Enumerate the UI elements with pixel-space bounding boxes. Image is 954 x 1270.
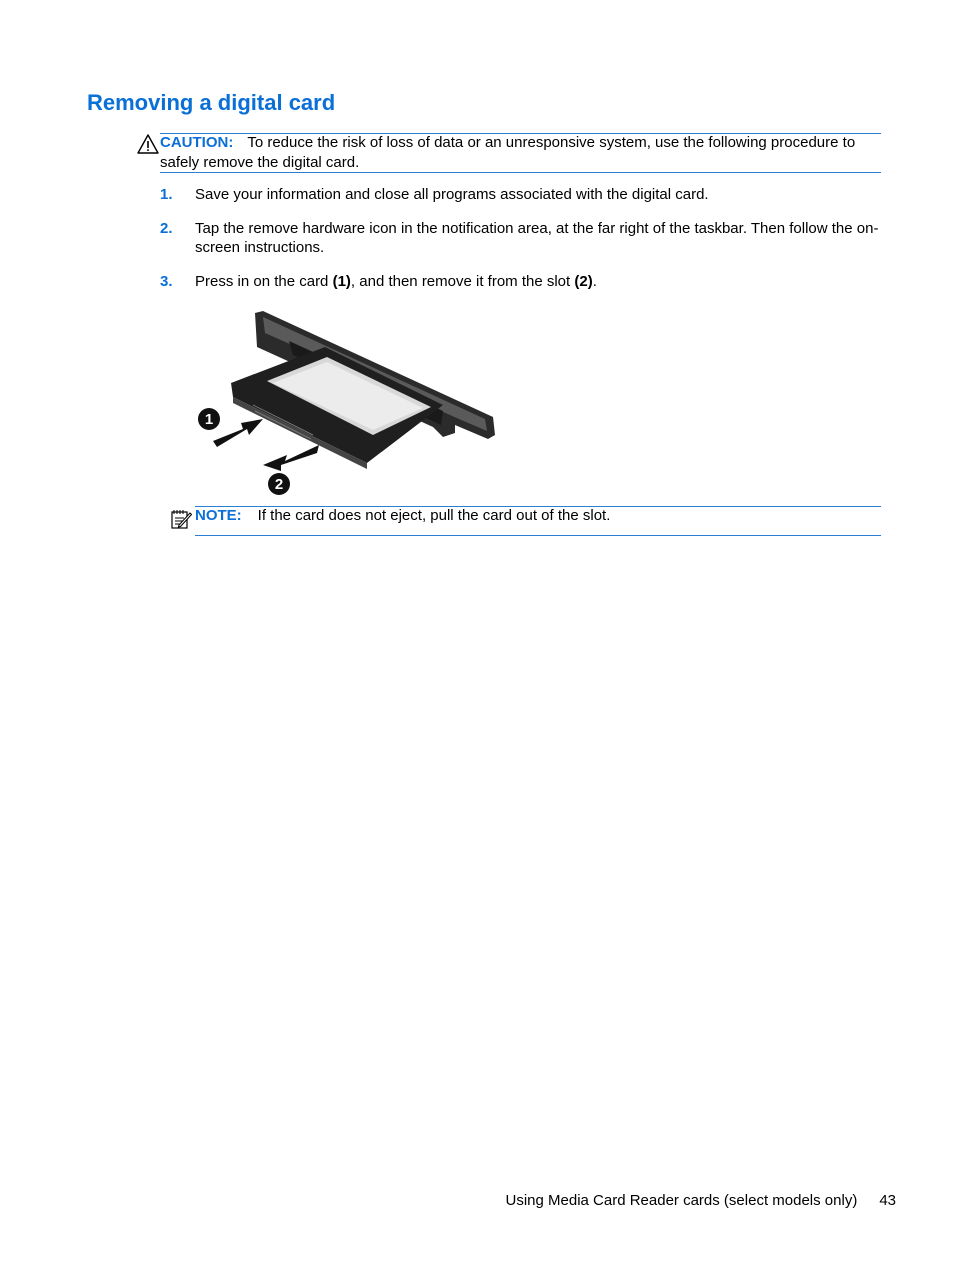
page-title: Removing a digital card — [87, 90, 336, 115]
callout-ref-1: (1) — [332, 273, 351, 290]
note-rule-bottom — [195, 535, 881, 536]
caution-body: To reduce the risk of loss of data or an unresponsive system, use the following procedure to safely remove the digital card. — [160, 134, 856, 171]
callout-2 — [268, 473, 290, 495]
step-number: 2. — [160, 220, 173, 237]
step-text-part: Press in on the card — [195, 273, 333, 290]
step-text-part: . — [592, 273, 597, 290]
list-item — [160, 185, 880, 204]
digital-card — [231, 347, 443, 469]
footer-text: Using Media Card Reader cards (select models only) — [505, 1192, 858, 1209]
callout-ref-2: (2) — [574, 273, 593, 290]
note-pad-icon — [170, 508, 192, 530]
caution-text — [160, 133, 860, 173]
step-list — [160, 185, 880, 291]
card-removal-illustration — [193, 307, 498, 502]
step-text — [195, 273, 597, 290]
note-text — [195, 506, 610, 525]
step-text: Tap the remove hardware icon in the notification area, at the far right of the taskbar. Then follow the on-screen instructions. — [195, 220, 879, 256]
note-body: If the card does not eject, pull the card out of the slot. — [257, 507, 611, 524]
page-number: 43 — [879, 1192, 896, 1209]
list-item — [160, 219, 880, 257]
svg-text:2: 2 — [274, 476, 284, 493]
step-number: 3. — [160, 273, 173, 290]
list-item — [160, 272, 880, 291]
caution-rule-bottom — [160, 172, 881, 173]
warning-triangle-icon — [137, 134, 159, 154]
note-label: NOTE: — [195, 507, 242, 524]
svg-text:1: 1 — [204, 411, 214, 428]
caution-label: CAUTION: — [160, 134, 234, 151]
callout-1 — [198, 408, 220, 430]
step-number: 1. — [160, 186, 173, 203]
push-arrow-icon — [213, 419, 263, 447]
pull-arrow-icon — [263, 445, 319, 471]
step-text: Save your information and close all programs associated with the digital card. — [195, 186, 709, 203]
step-text-part: , and then remove it from the slot — [350, 273, 575, 290]
page-footer — [506, 1192, 897, 1209]
